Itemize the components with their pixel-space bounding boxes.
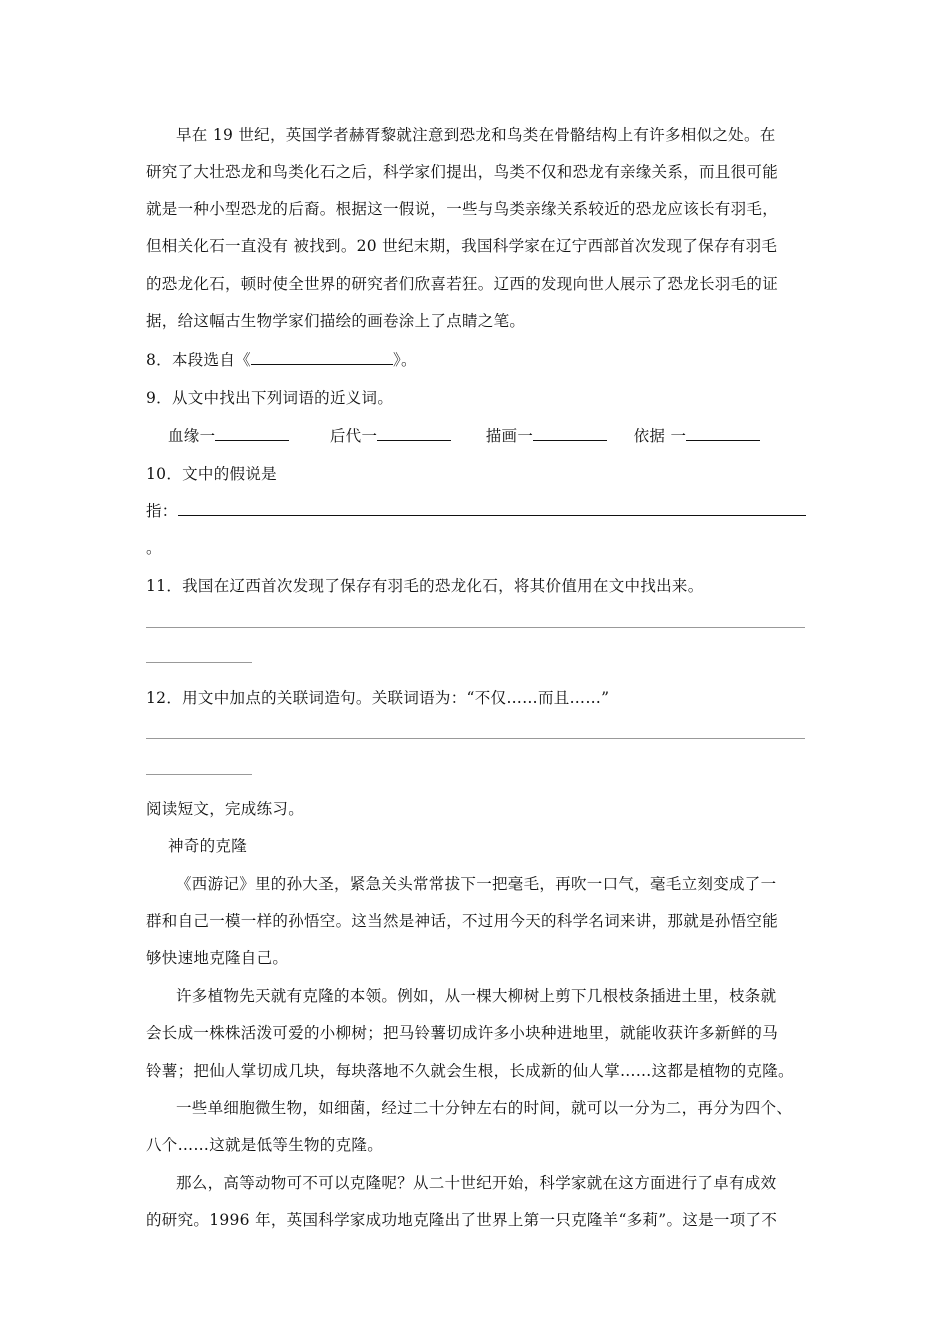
synonym-word: 后代一 (329, 427, 378, 445)
passage1-line: 的恐龙化石，顿时使全世界的研究者们欣喜若狂。辽西的发现向世人展示了恐龙长羽毛的证 (146, 275, 779, 293)
question-8-prefix: 8．本段选自《 (146, 351, 251, 369)
passage2-line: 够快速地克隆自己。 (146, 949, 289, 967)
passage2-line: 的研究。1996 年，英国科学家成功地克隆出了世界上第一只克隆羊“多莉”。这是一项了不 (146, 1211, 778, 1229)
synonym-word: 描画一 (485, 427, 534, 445)
passage2-line: 一些单细胞微生物，如细菌，经过二十分钟左右的时间，就可以一分为二，再分为四个、 (176, 1099, 793, 1117)
answer-blank-9b[interactable] (377, 425, 451, 441)
question-10-answer-row (146, 499, 806, 521)
passage1-line: 据，给这幅古生物学家们描绘的画卷涂上了点睛之笔。 (146, 312, 526, 330)
question-12: 12．用文中加点的关联词造句。关联词语为：“不仅……而且……” (146, 689, 610, 707)
question-8-suffix: 》。 (392, 351, 417, 369)
answer-line-12-end[interactable] (146, 774, 252, 775)
question-10-prefix: 指： (146, 502, 178, 520)
question-8 (146, 348, 417, 370)
answer-line-11[interactable] (146, 627, 805, 628)
passage2-line: 八个……这就是低等生物的克隆。 (146, 1136, 384, 1154)
answer-blank-9c[interactable] (533, 425, 607, 441)
passage1-line: 研究了大壮恐龙和鸟类化石之后，科学家们提出，鸟类不仅和恐龙有亲缘关系，而且很可能 (146, 163, 779, 181)
passage2-line: 许多植物先天就有克隆的本领。例如，从一棵大柳树上剪下几根枝条插进土里，枝条就 (176, 987, 777, 1005)
passage2-line: 群和自己一模一样的孙悟空。这当然是神话，不过用今天的科学名词来讲，那就是孙悟空能 (146, 912, 779, 930)
question-9: 9．从文中找出下列词语的近义词。 (146, 389, 394, 407)
passage1-line: 就是一种小型恐龙的后裔。根据这一假说，一些与鸟类亲缘关系较近的恐龙应该长有羽毛， (146, 200, 779, 218)
synonym-word: 血缘一 (168, 427, 216, 445)
question-10: 10．文中的假说是 (146, 465, 277, 483)
section-intro: 阅读短文，完成练习。 (146, 800, 305, 818)
question-11: 11．我国在辽西首次发现了保存有羽毛的恐龙化石，将其价值用在文中找出来。 (146, 577, 704, 595)
synonym-row (168, 424, 760, 446)
passage1-line: 早在 19 世纪，英国学者赫胥黎就注意到恐龙和鸟类在骨骼结构上有许多相似之处。在 (176, 126, 776, 144)
passage1-line: 但相关化石一直没有 被找到。20 世纪末期，我国科学家在辽宁西部首次发现了保存有羽毛 (146, 237, 778, 255)
answer-blank-8[interactable] (251, 349, 393, 365)
answer-blank-9d[interactable] (686, 425, 760, 441)
answer-line-12[interactable] (146, 738, 805, 739)
answer-line-11-end[interactable] (146, 662, 252, 663)
passage-title: 神奇的克隆 (168, 837, 248, 855)
synonym-word: 依据 一 (633, 427, 687, 445)
answer-blank-9a[interactable] (215, 425, 289, 441)
passage2-line: 铃薯；把仙人掌切成几块，每块落地不久就会生根，长成新的仙人掌……这都是植物的克隆。 (146, 1062, 794, 1080)
passage2-line: 《西游记》里的孙大圣，紧急关头常常拔下一把毫毛，再吹一口气，毫毛立刻变成了一 (176, 875, 777, 893)
answer-blank-10[interactable] (178, 500, 806, 516)
passage2-line: 那么，高等动物可不可以克隆呢？从二十世纪开始，科学家就在这方面进行了卓有成效 (176, 1174, 777, 1192)
question-10-end: 。 (146, 539, 162, 557)
passage2-line: 会长成一株株活泼可爱的小柳树；把马铃薯切成许多小块种进地里，就能收获许多新鲜的马 (146, 1024, 779, 1042)
